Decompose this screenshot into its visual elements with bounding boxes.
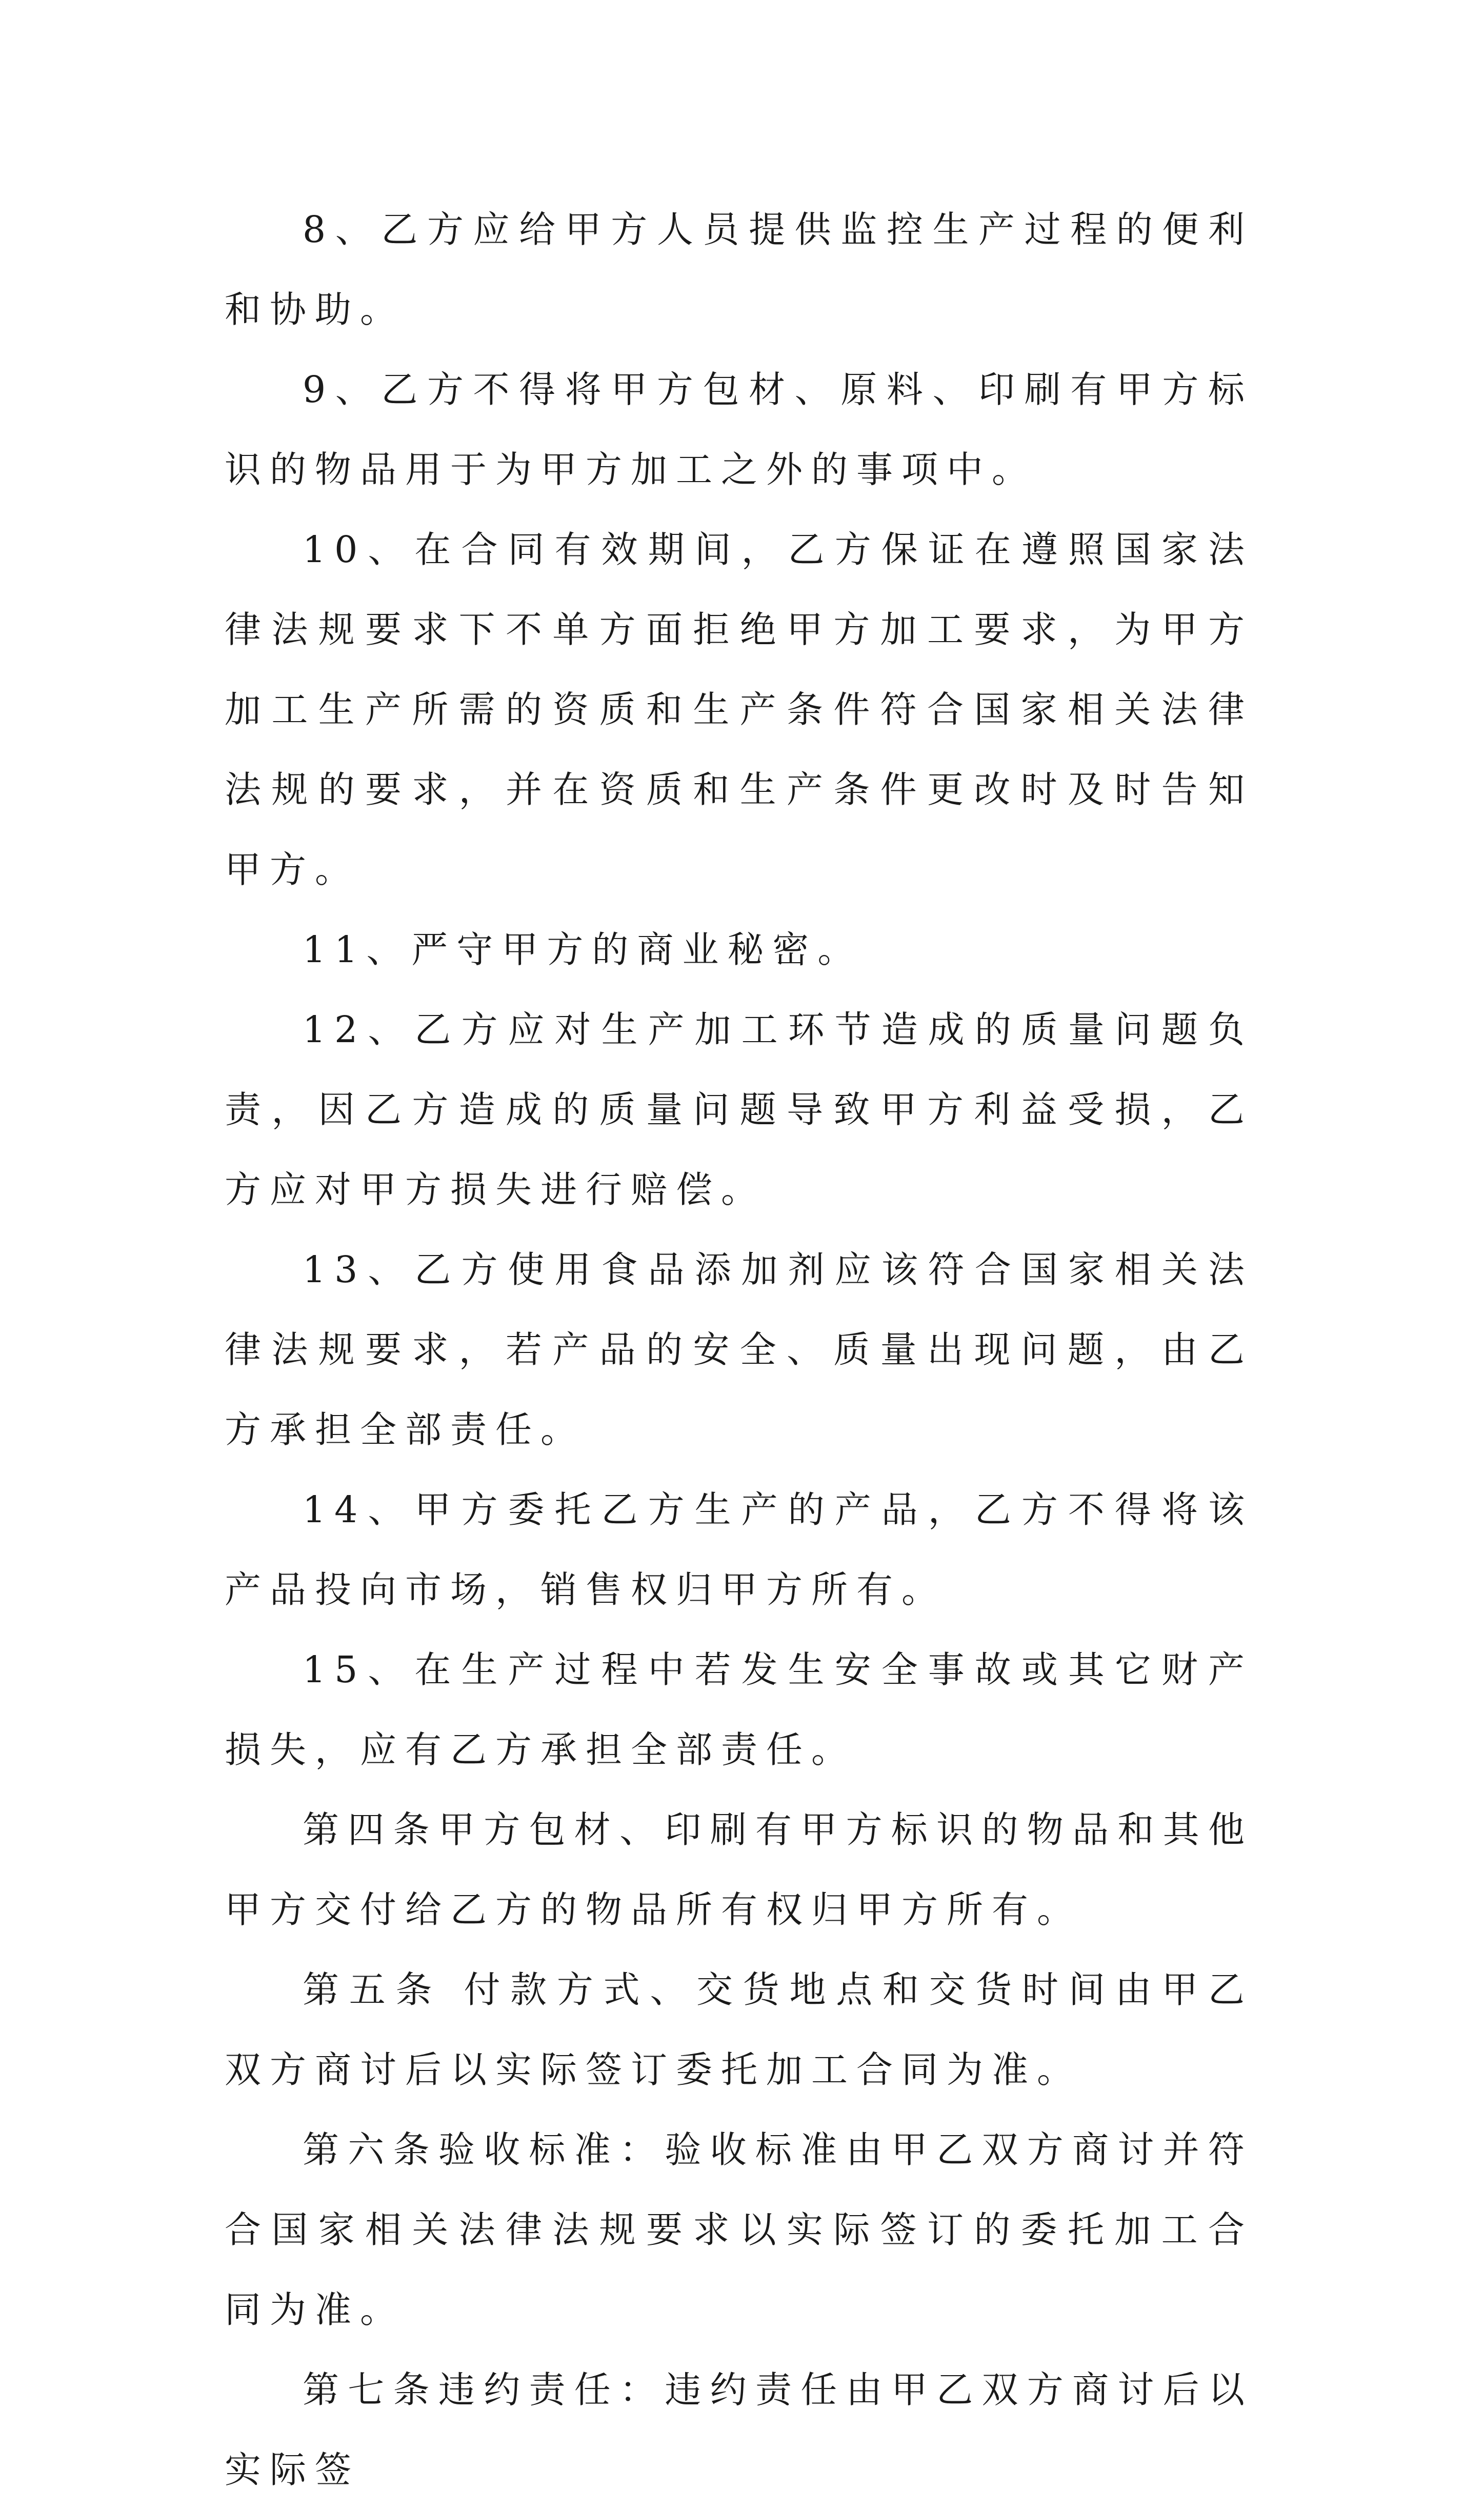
- paragraph-clause-11: 11、严守甲方的商业秘密。: [303, 928, 863, 971]
- paragraph-clause-13: 13、乙方使用食品添加剂应该符合国家相关法律法规要求，若产品的安全、质量出现问题，由乙方承担全部责任。: [225, 1248, 1253, 1451]
- paragraph-article-6: 第六条验收标准：验收标准由甲乙双方商讨并符合国家相关法律法规要求以实际签订的委托加工合同为准。: [225, 2128, 1253, 2331]
- paragraph-article-4: 第四条甲方包材、印刷有甲方标识的物品和其他甲方交付给乙方的物品所有权归甲方所有。: [225, 1808, 1253, 1931]
- paragraph-article-5: 第五条 付款方式、交货地点和交货时间由甲乙双方商讨后以实际签订委托加工合同为准。: [225, 1968, 1253, 2091]
- paragraph-clause-8: 8、乙方应给甲方人员提供监控生产过程的便利和协助。: [225, 208, 1253, 331]
- paragraph-clause-12: 12、乙方应对生产加工环节造成的质量问题负责，因乙方造成的质量问题导致甲方利益受损，乙方应对甲方损失进行赔偿。: [225, 1008, 1253, 1211]
- paragraph-clause-15: 15、在生产过程中若发生安全事故或其它财产损失，应有乙方承担全部责任。: [225, 1648, 1253, 1771]
- paragraph-clause-14: 14、甲方委托乙方生产的产品，乙方不得将该产品投向市场，销售权归甲方所有。: [225, 1488, 1253, 1611]
- paragraph-article-7: 第七条违约责任：违约责任由甲乙双方商讨后以实际签: [225, 2368, 1253, 2491]
- paragraph-clause-9: 9、乙方不得将甲方包材、原料、印刷有甲方标识的物品用于为甲方加工之外的事项中。: [225, 368, 1253, 491]
- paragraph-clause-10: 10、在合同有效期间，乙方保证在遵照国家法律法规要求下不单方面拒绝甲方加工要求，为甲方加工生产所需的资质和生产条件符合国家相关法律法规的要求，并在资质和生产条件更改时及时告知甲方。: [225, 528, 1253, 891]
- document-body: [225, 190, 1253, 2510]
